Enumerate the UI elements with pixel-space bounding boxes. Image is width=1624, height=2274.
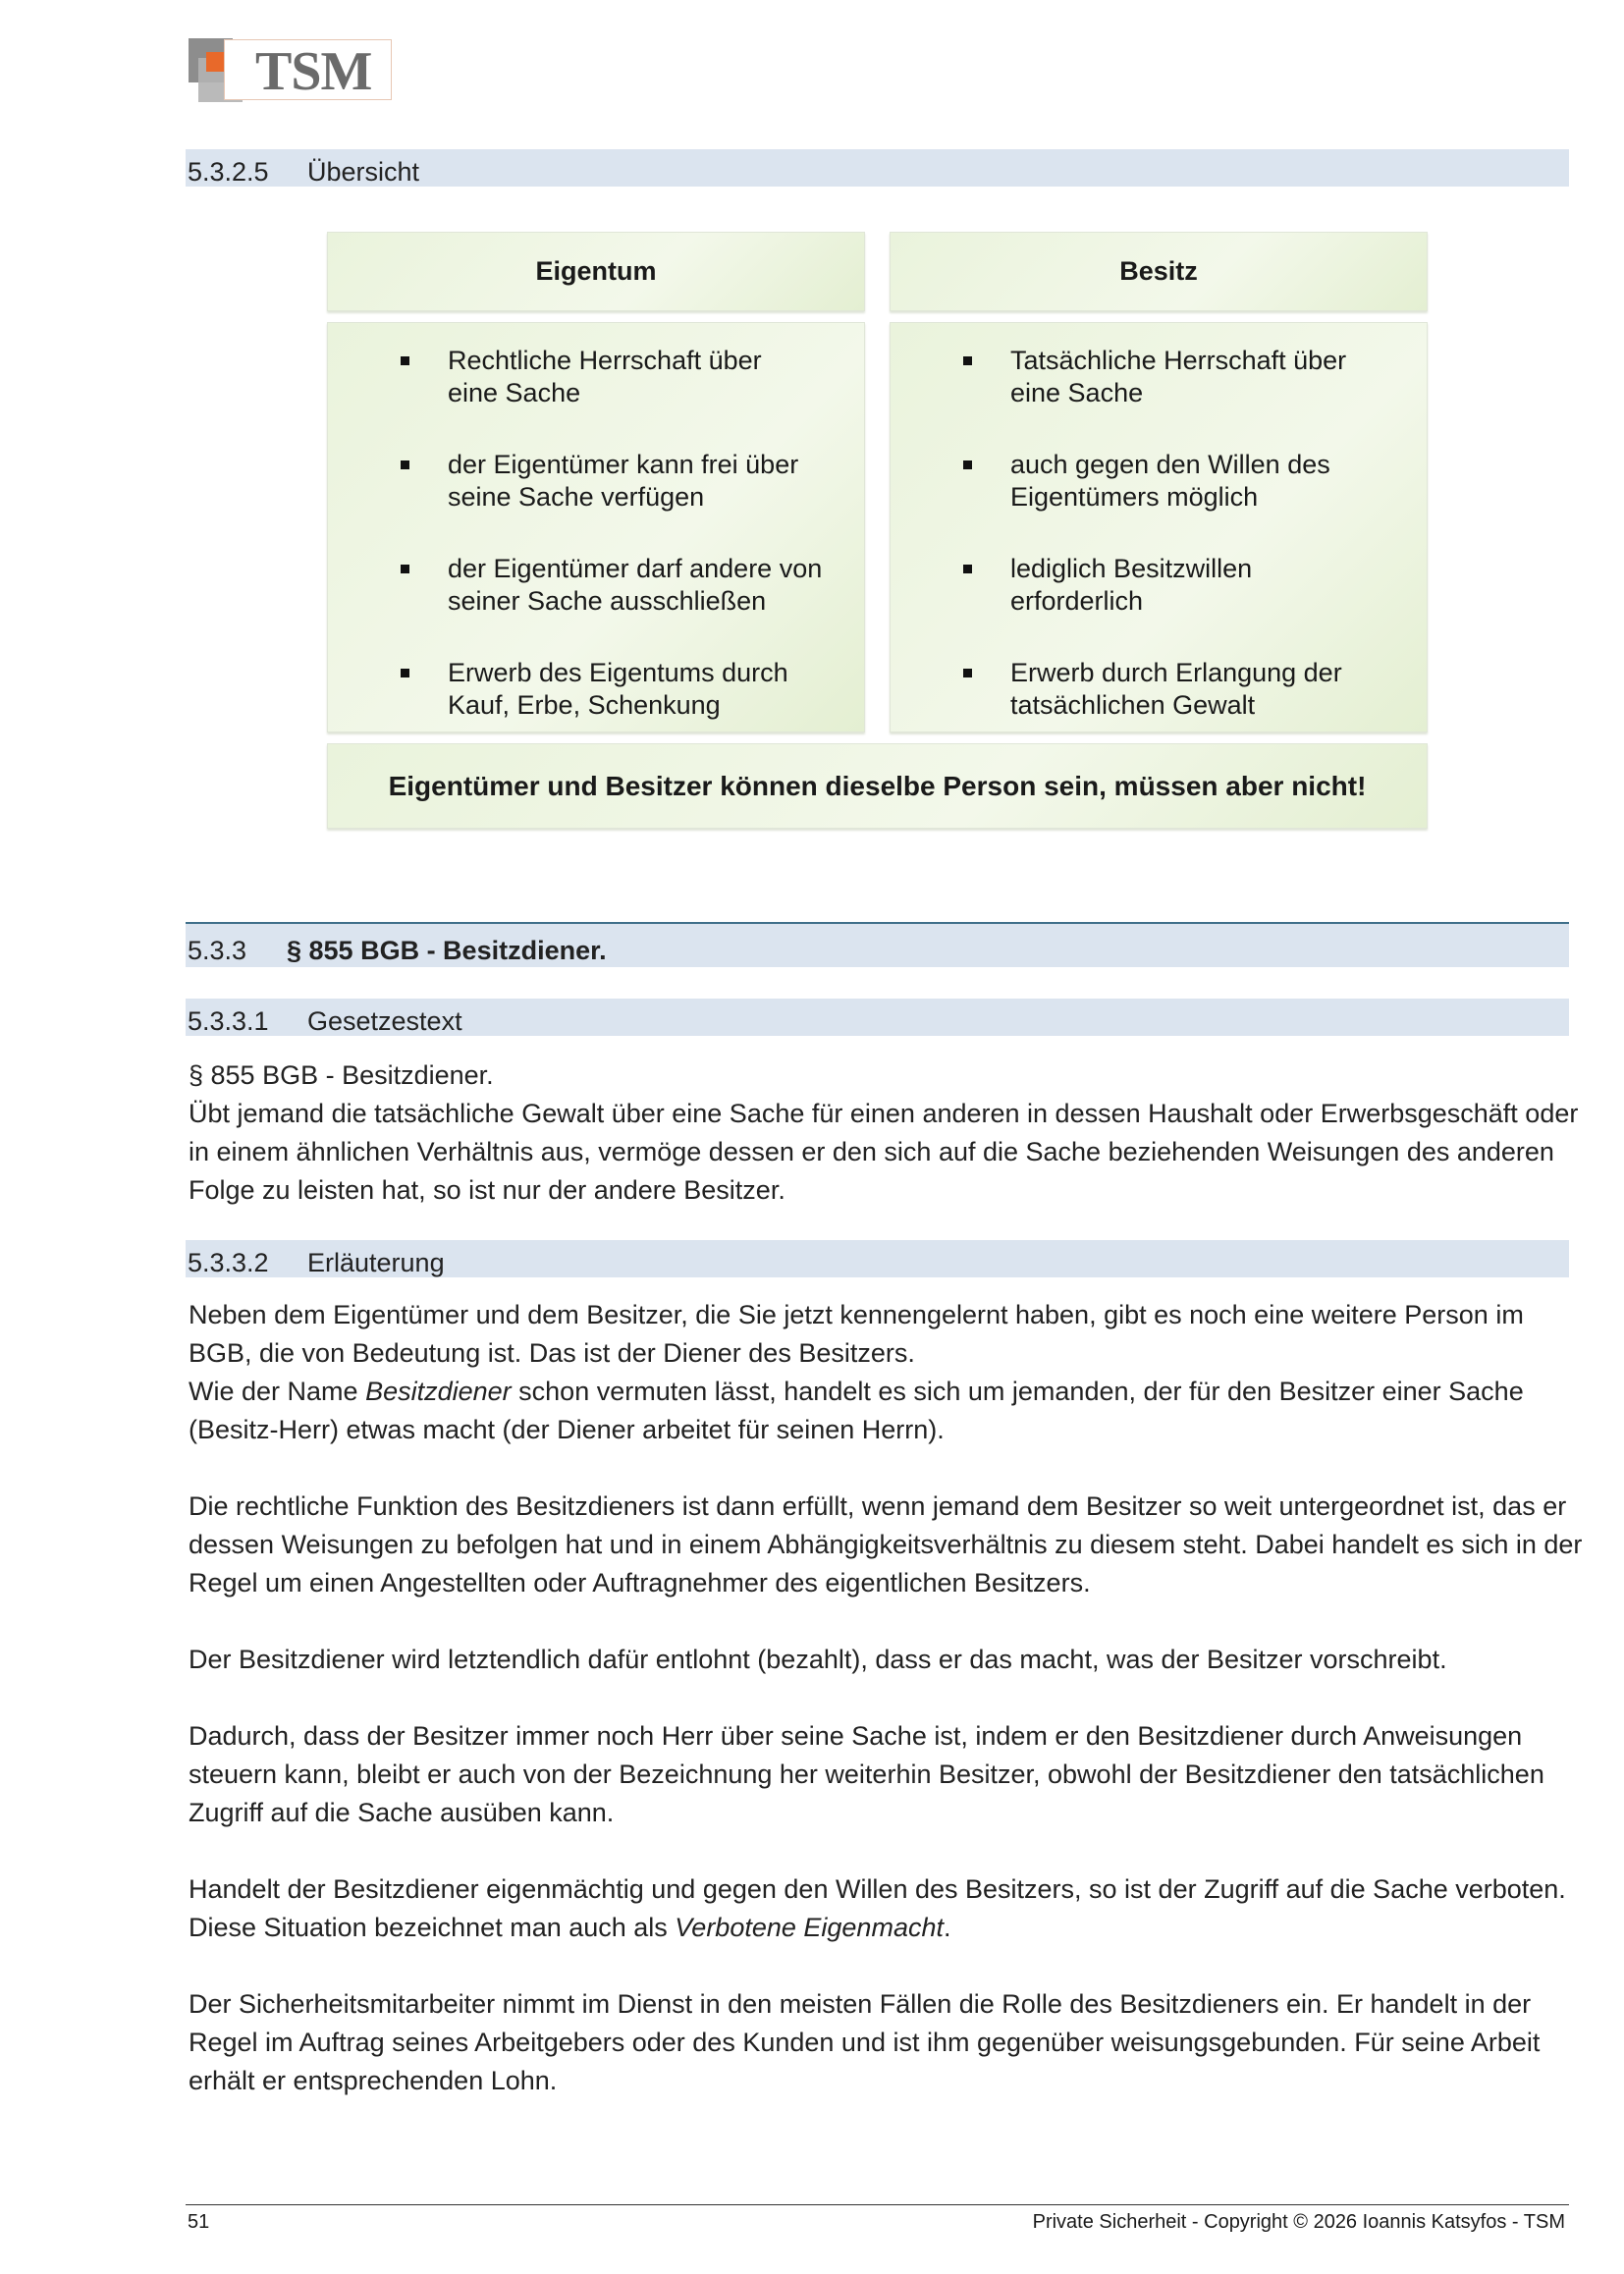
text: schon vermuten lässt, handelt es sich um jemanden, der für den Besitzer einer Sache (Besitz-Herr) etwas macht (der Diener arbeitet für seinen Herrn). bbox=[189, 1377, 1524, 1444]
bullet-text bbox=[1010, 657, 1423, 722]
section-title: Übersicht bbox=[307, 157, 420, 187]
page-number: 51 bbox=[188, 2211, 210, 2233]
bullet-icon bbox=[963, 669, 972, 677]
heading-533 bbox=[186, 922, 1569, 967]
law-text bbox=[189, 1056, 1583, 1210]
bullet-line: Tatsächliche Herrschaft über bbox=[1010, 346, 1347, 375]
heading-5331 bbox=[186, 999, 1569, 1036]
bullet-text bbox=[448, 657, 860, 722]
tsm-logo bbox=[189, 38, 392, 102]
bullet-line: eine Sache bbox=[448, 378, 581, 407]
heading-5325 bbox=[186, 149, 1569, 187]
paragraph: Dadurch, dass der Besitzer immer noch Herr über seine Sache ist, indem er den Besitzdiener durch Anweisungen steuern kann, bleibt er auch von der Bezeichnung her weiterhin Besitzer, obwohl der Besitzdiener den tatsächlichen Zugriff auf die Sache ausüben kann. bbox=[189, 1721, 1544, 1827]
bullet-text bbox=[1010, 449, 1423, 514]
section-number: 5.3.3.1 bbox=[188, 1006, 269, 1036]
bullet-line: Rechtliche Herrschaft über bbox=[448, 346, 762, 375]
besitz-list bbox=[890, 322, 1428, 732]
bullet-icon bbox=[963, 565, 972, 573]
law-body: Übt jemand die tatsächliche Gewalt über eine Sache für einen anderen in dessen Haushalt oder Erwerbsgeschäft oder in einem ähnlichen Verhältnis aus, vermöge dessen er den sich auf die Sache beziehenden Weisungen des anderen Folge zu leisten hat, so ist nur der andere Besitzer. bbox=[189, 1099, 1579, 1205]
besitz-title: Besitz bbox=[1119, 256, 1198, 286]
paragraph: Neben dem Eigentümer und dem Besitzer, die Sie jetzt kennengelernt haben, gibt es noch eine weitere Person im BGB, die von Bedeutung ist. Das ist der Diener des Besitzers. bbox=[189, 1300, 1524, 1368]
paragraph: Der Sicherheitsmitarbeiter nimmt im Dienst in den meisten Fällen die Rolle des Besitzdieners ein. Er handelt in der Regel im Auftrag seines Arbeitgebers oder des Kunden und ist ihm gegenüber weisungsgebunden. Für seine Arbeit erhält er entsprechenden Lohn. bbox=[189, 1989, 1541, 2095]
bullet-icon bbox=[401, 460, 409, 469]
bullet-line: erforderlich bbox=[1010, 586, 1144, 616]
section-title: Gesetzestext bbox=[307, 1006, 462, 1036]
bullet-line: Erwerb durch Erlangung der bbox=[1010, 658, 1342, 687]
bullet-line: eine Sache bbox=[1010, 378, 1144, 407]
text: . bbox=[943, 1913, 951, 1942]
bullet-line: tatsächlichen Gewalt bbox=[1010, 690, 1256, 720]
explanation bbox=[189, 1296, 1583, 2100]
summary-box bbox=[327, 743, 1428, 829]
besitz-header bbox=[890, 232, 1428, 311]
footer bbox=[186, 2204, 1569, 2233]
bullet-icon bbox=[963, 356, 972, 365]
logo-text: TSM bbox=[255, 41, 372, 102]
eigentum-header bbox=[327, 232, 865, 311]
bullet-text bbox=[448, 345, 860, 409]
bullet-text bbox=[1010, 553, 1423, 618]
bullet-line: der Eigentümer darf andere von bbox=[448, 554, 823, 583]
eigentum-title: Eigentum bbox=[535, 256, 657, 286]
heading-5332 bbox=[186, 1240, 1569, 1277]
copyright: Private Sicherheit - Copyright © 2026 Ioannis Katsyfos - TSM bbox=[1032, 2211, 1565, 2233]
emphasis: Besitzdiener bbox=[365, 1377, 512, 1406]
emphasis: Verbotene Eigenmacht bbox=[675, 1913, 944, 1942]
bullet-icon bbox=[401, 356, 409, 365]
bullet-icon bbox=[401, 565, 409, 573]
bullet-line: der Eigentümer kann frei über bbox=[448, 450, 799, 479]
bullet-line: lediglich Besitzwillen bbox=[1010, 554, 1253, 583]
bullet-text bbox=[1010, 345, 1423, 409]
section-number: 5.3.2.5 bbox=[188, 157, 269, 187]
paragraph: Die rechtliche Funktion des Besitzdieners ist dann erfüllt, wenn jemand dem Besitzer so weit untergeordnet ist, das er dessen Weisungen zu befolgen hat und in einem Abhängigkeitsverhältnis zu diesem steht. Dabei handelt es sich in der Regel um einen Angestellten oder Auftragnehmer des eigentlichen Besitzers. bbox=[189, 1491, 1583, 1597]
bullet-text bbox=[448, 449, 860, 514]
paragraph bbox=[189, 1373, 1583, 1449]
bullet-line: auch gegen den Willen des bbox=[1010, 450, 1330, 479]
text: Handelt der Besitzdiener eigenmächtig und gegen den Willen des Besitzers, so ist der Zugriff auf die Sache verboten. Diese Situation bezeichnet man auch als bbox=[189, 1874, 1566, 1942]
bullet-icon bbox=[963, 460, 972, 469]
bullet-text bbox=[448, 553, 860, 618]
bullet-line: Eigentümers möglich bbox=[1010, 482, 1259, 512]
bullet-icon bbox=[401, 669, 409, 677]
section-title: § 855 BGB - Besitzdiener. bbox=[287, 936, 607, 965]
bullet-line: seine Sache verfügen bbox=[448, 482, 705, 512]
law-heading: § 855 BGB - Besitzdiener. bbox=[189, 1060, 494, 1090]
paragraph: Der Besitzdiener wird letztendlich dafür entlohnt (bezahlt), dass er das macht, was der Besitzer vorschreibt. bbox=[189, 1645, 1447, 1674]
section-number: 5.3.3 bbox=[188, 936, 247, 965]
bullet-line: Kauf, Erbe, Schenkung bbox=[448, 690, 721, 720]
paragraph bbox=[189, 1870, 1583, 1947]
section-number: 5.3.3.2 bbox=[188, 1248, 269, 1277]
summary-text: Eigentümer und Besitzer können dieselbe Person sein, müssen aber nicht! bbox=[388, 770, 1367, 801]
bullet-line: seiner Sache ausschließen bbox=[448, 586, 767, 616]
section-title: Erläuterung bbox=[307, 1248, 445, 1277]
text: Wie der Name bbox=[189, 1377, 366, 1406]
bullet-line: Erwerb des Eigentums durch bbox=[448, 658, 788, 687]
eigentum-list bbox=[327, 322, 865, 732]
